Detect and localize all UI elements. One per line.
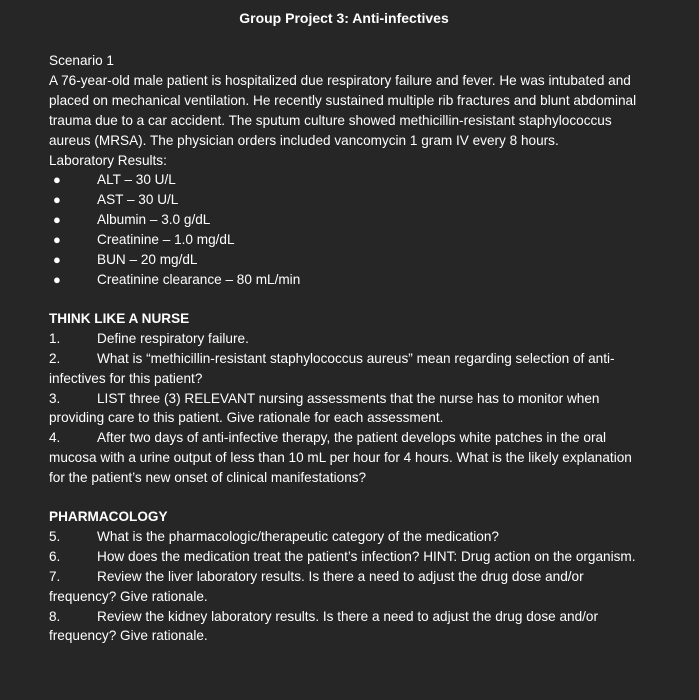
question-5 [49,527,639,547]
bullet-icon: ● [53,232,61,248]
lab-item-text: Albumin – 3.0 g/dL [97,212,211,228]
lab-item-text: ALT – 30 U/L [97,172,176,188]
question-text: Define respiratory failure. [97,330,249,346]
lab-item [49,230,639,250]
question-text: Review the liver laboratory results. Is there a need to adjust the drug dose and/or frequency? Give rationale. [49,568,584,604]
bullet-icon: ● [53,271,61,287]
question-number: 7. [49,568,61,584]
question-text: Review the kidney laboratory results. Is there a need to adjust the drug dose and/or frequency? Give rationale. [49,608,598,644]
question-number: 8. [49,608,61,624]
bullet-icon: ● [53,212,61,228]
question-1 [49,329,639,349]
bullet-icon: ● [53,192,61,208]
lab-item [49,170,639,190]
lab-item [49,250,639,270]
lab-item-text: BUN – 20 mg/dL [97,252,198,268]
question-number: 2. [49,350,61,366]
lab-heading: Laboratory Results: [49,152,167,168]
lab-item-text: AST – 30 U/L [97,192,179,208]
scenario-text: A 76-year-old male patient is hospitalized due respiratory failure and fever. He was intubated and placed on mechanical ventilation. He recently sustained multiple rib fractures and blunt abdominal trauma due to a car accident. The sputum culture showed methicillin-resistant staphylococcus aureus (MRSA). The physician orders included vancomycin 1 gram IV every 8 hours. [49,72,637,148]
lab-item [49,210,639,230]
question-text: What is “methicillin-resistant staphylococcus aureus” mean regarding selection of anti-infectives for this patient? [49,350,615,386]
bullet-icon: ● [53,252,61,268]
question-text: LIST three (3) RELEVANT nursing assessments that the nurse has to monitor when providing care to this patient. Give rationale for each assessment. [49,390,600,426]
lab-item-text: Creatinine clearance – 80 mL/min [97,271,301,287]
question-text: After two days of anti-infective therapy, the patient develops white patches in the oral mucosa with a urine output of less than 10 mL per hour for 4 hours. What is the likely explanation for the patient’s new onset of clinical manifestations? [49,430,632,486]
question-2 [49,349,639,389]
pharmacology-heading: PHARMACOLOGY [49,509,168,525]
lab-item-text: Creatinine – 1.0 mg/dL [97,232,235,248]
scenario-heading: Scenario 1 [49,53,114,68]
question-8 [49,607,639,647]
question-4 [49,428,639,488]
lab-results-list [49,170,639,289]
bullet-icon: ● [53,172,61,188]
think-heading: THINK LIKE A NURSE [49,310,190,326]
question-text: What is the pharmacologic/therapeutic category of the medication? [97,528,499,544]
question-number: 4. [49,430,61,446]
question-3 [49,389,639,429]
question-number: 3. [49,390,61,406]
question-7 [49,567,639,607]
lab-item [49,270,639,290]
lab-item [49,190,639,210]
question-number: 6. [49,548,61,564]
question-number: 5. [49,528,61,544]
page-title: Group Project 3: Anti-infectives [239,10,449,26]
question-text: How does the medication treat the patient’s infection? HINT: Drug action on the organism. [97,548,636,564]
question-6 [49,547,639,567]
question-number: 1. [49,330,61,346]
